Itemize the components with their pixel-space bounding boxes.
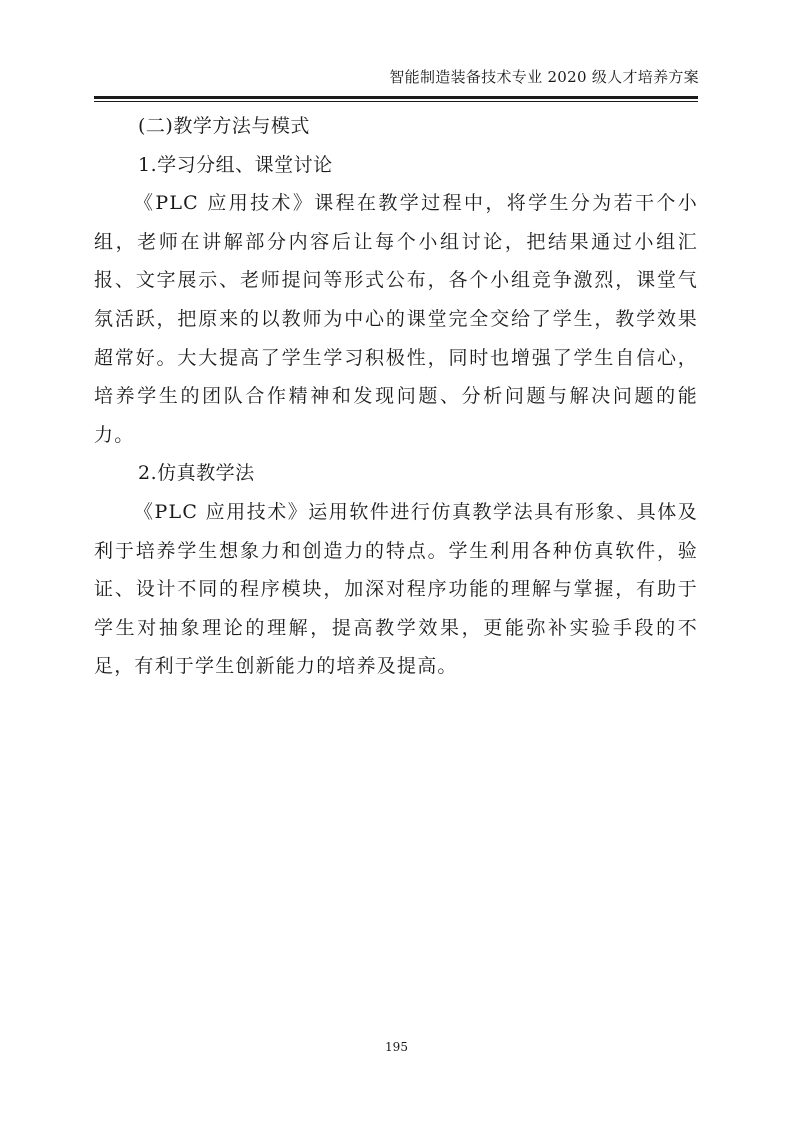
page-number: 195 [385, 1040, 408, 1054]
header-rule-thin [94, 101, 698, 102]
body-content [94, 107, 698, 686]
subsection-paragraph-1: 《PLC 应用技术》课程在教学过程中，将学生分为若干个小组，老师在讲解部分内容后让每个小组讨论，把结果通过小组汇报、文字展示、老师提问等形式公布，各个小组竞争激烈，课堂气氛活跃，把原来的以教师为中心的课堂完全交给了学生，教学效果超常好。大大提高了学生学习积极性，同时也增强了学生自信心，培养学生的团队合作精神和发现问题、分析问题与解决问题的能力。 [94, 192, 698, 446]
running-header-title: 智能制造装备技术专业 2020 级人才培养方案 [389, 68, 699, 86]
subsection-heading-1: 1.学习分组、课堂讨论 [138, 153, 333, 176]
header-rule-thick [94, 96, 698, 99]
subsection-heading-2: 2.仿真教学法 [138, 462, 255, 485]
subsection-paragraph-2: 《PLC 应用技术》运用软件进行仿真教学法具有形象、具体及利于培养学生想象力和创造力的特点。学生利用各种仿真软件，验证、设计不同的程序模块，加深对程序功能的理解与掌握，有助于学生对抽象理论的理解，提高教学效果，更能弥补实验手段的不足，有利于学生创新能力的培养及提高。 [94, 500, 698, 678]
section-heading: (二)教学方法与模式 [138, 115, 310, 137]
